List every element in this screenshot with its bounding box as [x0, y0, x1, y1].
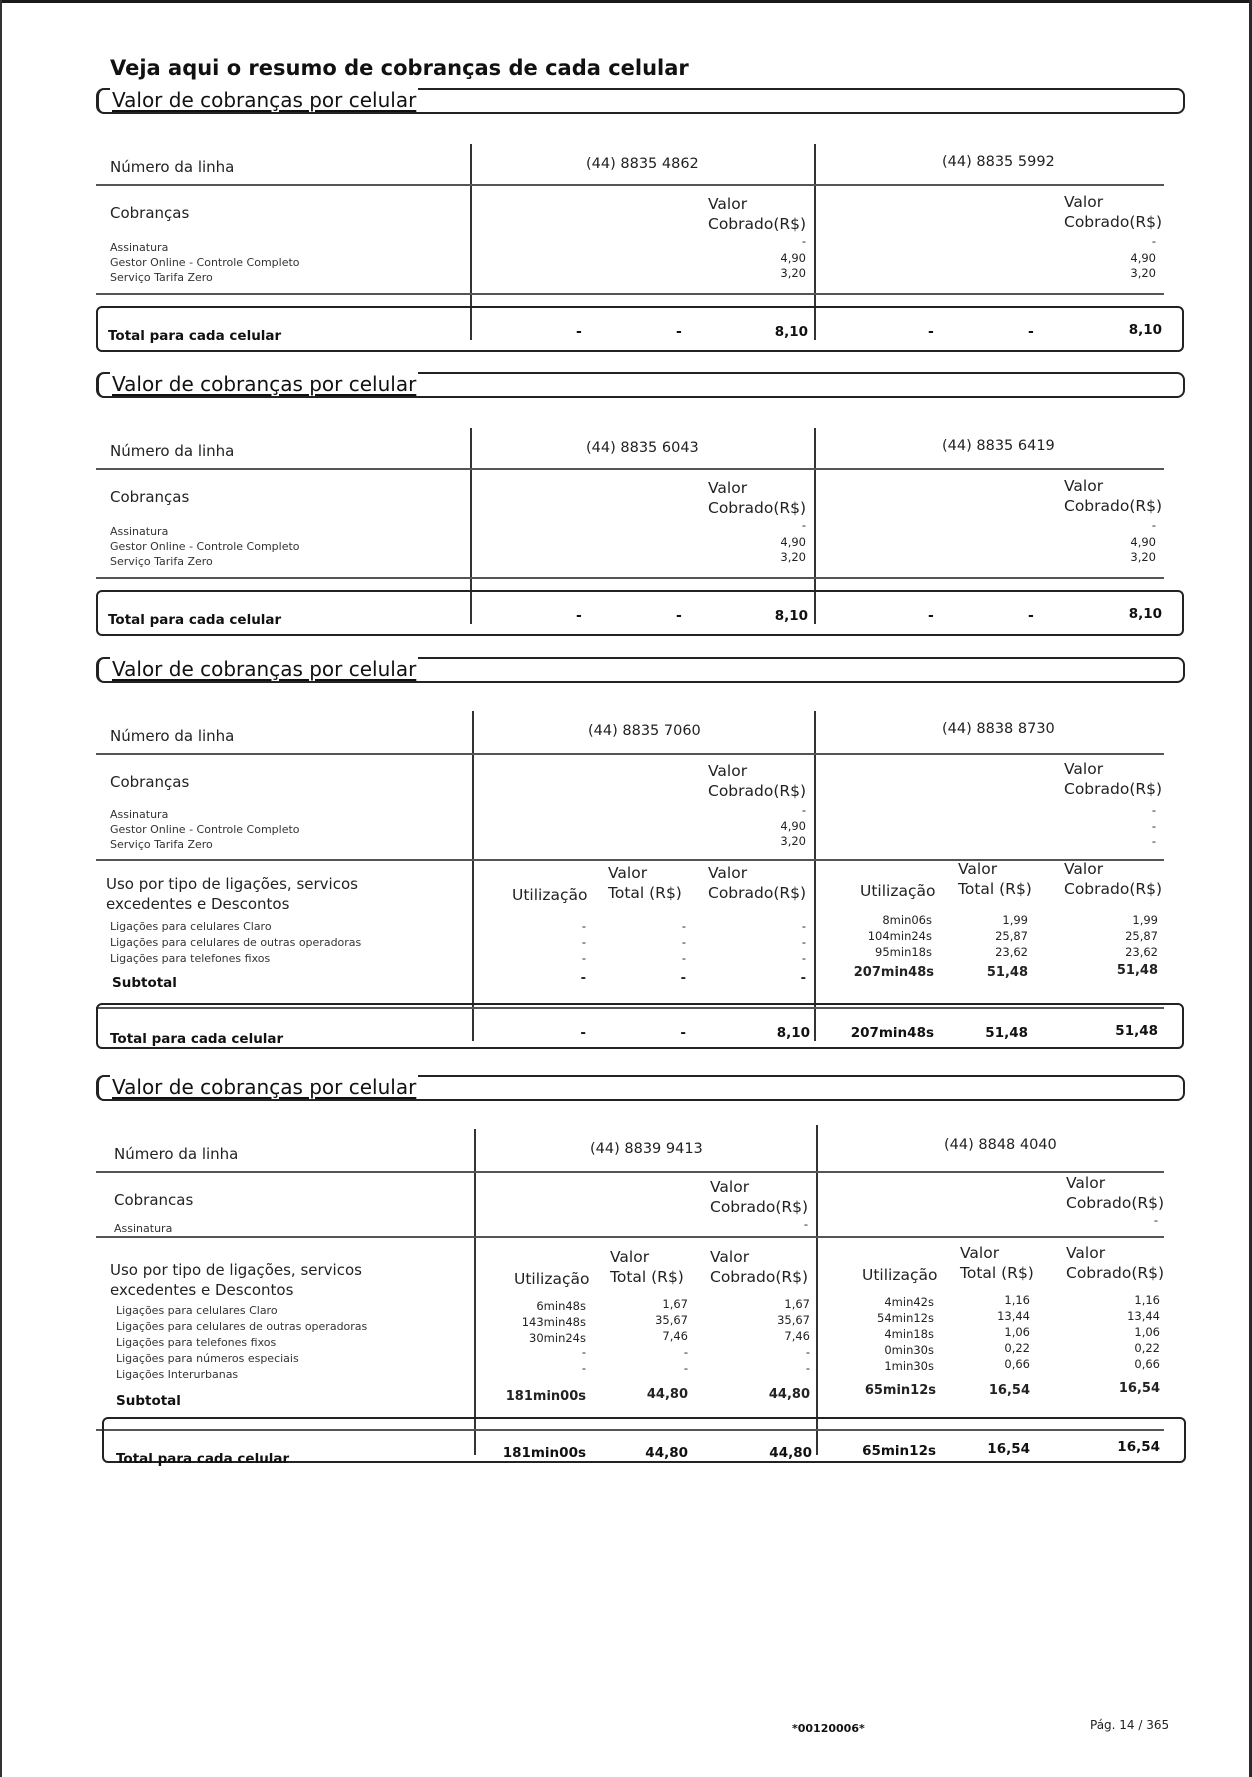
uso-label-line1: Uso por tipo de ligações, servicos	[106, 875, 358, 893]
usage-value: 0,22	[1004, 1341, 1030, 1355]
charge-value: 4,90	[1130, 251, 1156, 265]
dash: -	[676, 324, 682, 340]
usage-value: 0,66	[1134, 1357, 1160, 1371]
charge-assinatura: Assinatura	[110, 241, 169, 254]
usage-value: 143min48s	[521, 1315, 586, 1329]
phone-number-left: (44) 8835 4862	[586, 156, 699, 172]
charge-value: -	[1151, 819, 1156, 833]
usage-value: 25,87	[1125, 929, 1158, 943]
cobrado-word: Cobrado(R$)	[1064, 497, 1163, 515]
row-divider	[96, 468, 1164, 470]
charge-value: -	[1153, 1213, 1158, 1227]
valor-cobrado-header	[708, 863, 806, 903]
subtotal-value: 16,54	[988, 1383, 1030, 1398]
usage-value: 13,44	[997, 1309, 1030, 1323]
scan-edge-top	[0, 0, 1252, 3]
usage-value: 4min18s	[884, 1327, 934, 1341]
subtotal-value: -	[580, 971, 586, 986]
row-divider	[96, 577, 1164, 579]
charge-value: 3,20	[780, 834, 806, 848]
charge-value: -	[1151, 803, 1156, 817]
valor-cobrado-header-left	[708, 194, 806, 234]
dash: -	[576, 608, 582, 624]
cobrado-word: Cobrado(R$)	[1064, 780, 1163, 798]
usage-outras: Ligações para celulares de outras operadoras	[116, 1320, 368, 1333]
cobrancas-label: Cobranças	[110, 488, 190, 506]
utilizacao-header: Utilização	[862, 1266, 938, 1284]
row-divider	[96, 1236, 1164, 1238]
cobrado-word: Cobrado(R$)	[708, 782, 807, 800]
usage-value: 0,22	[1134, 1341, 1160, 1355]
usage-value: 1,67	[662, 1297, 688, 1311]
section-title: Valor de cobranças por celular	[112, 372, 417, 396]
usage-value: -	[681, 935, 686, 949]
charge-value: 3,20	[780, 266, 806, 280]
usage-value: -	[681, 919, 686, 933]
phone-number-left: (44) 8839 9413	[590, 1141, 703, 1157]
scan-edge-left	[0, 0, 2, 1777]
total-value: 44,80	[769, 1445, 812, 1461]
usage-value: -	[581, 1345, 586, 1359]
row-divider	[96, 753, 1164, 755]
usage-value: 1,16	[1004, 1293, 1030, 1307]
usage-fixos: Ligações para telefones fixos	[116, 1336, 277, 1349]
usage-value: 23,62	[995, 945, 1028, 959]
uso-label-line2: excedentes e Descontos	[110, 1281, 294, 1299]
usage-especiais: Ligações para números especiais	[116, 1352, 299, 1365]
usage-value: 35,67	[655, 1313, 688, 1327]
valor-cobrado-header	[1066, 1243, 1164, 1283]
subtotal-value: 181min00s	[505, 1389, 586, 1404]
total-value: 181min00s	[502, 1445, 586, 1461]
charge-assinatura: Assinatura	[114, 1222, 173, 1235]
usage-value: -	[681, 951, 686, 965]
valor-cobrado-header-left	[708, 761, 806, 801]
usage-value: 1,99	[1132, 913, 1158, 927]
valor-word: Valor	[1064, 860, 1104, 878]
charge-value: 4,90	[780, 251, 806, 265]
valor-cobrado-header-left	[708, 478, 806, 518]
usage-outras: Ligações para celulares de outras operadoras	[110, 936, 362, 949]
charge-value: -	[803, 1217, 808, 1231]
usage-value: 54min12s	[877, 1311, 934, 1325]
valor-word: Valor	[608, 864, 648, 882]
usage-value: 95min18s	[875, 945, 932, 959]
usage-value: -	[805, 1361, 810, 1375]
phone-number-right: (44) 8848 4040	[944, 1137, 1057, 1153]
footer-document-code: *00120006*	[792, 1722, 865, 1735]
column-divider	[814, 711, 816, 1041]
row-divider	[96, 184, 1164, 186]
dash: -	[1028, 324, 1034, 340]
utilizacao-header: Utilização	[512, 886, 588, 904]
valor-word: Valor	[1066, 1174, 1106, 1192]
total-value: 16,54	[1117, 1439, 1160, 1455]
cobrado-word: Cobrado(R$)	[708, 884, 807, 902]
valor-word: Valor	[1066, 1244, 1106, 1262]
charge-value: -	[1151, 834, 1156, 848]
total-value-left: 8,10	[774, 608, 808, 624]
total-label: Total para cada celular	[110, 1031, 284, 1047]
cobrado-word: Cobrado(R$)	[710, 1198, 809, 1216]
subtotal-value: 44,80	[768, 1387, 810, 1402]
usage-claro: Ligações para celulares Claro	[110, 920, 272, 933]
usage-value: 23,62	[1125, 945, 1158, 959]
row-divider	[96, 293, 1164, 295]
charge-value: -	[1151, 234, 1156, 248]
subtotal-label: Subtotal	[116, 1393, 181, 1409]
valor-cobrado-header-right	[1064, 192, 1162, 232]
valor-total-header	[958, 859, 1032, 899]
utilizacao-header: Utilização	[514, 1270, 590, 1288]
cobrado-word: Cobrado(R$)	[1064, 213, 1163, 231]
cobrado-word: Cobrado(R$)	[708, 215, 807, 233]
cobrado-word: Cobrado(R$)	[710, 1268, 809, 1286]
valor-total-header	[608, 863, 682, 903]
dash: -	[676, 608, 682, 624]
cobrancas-label: Cobranças	[110, 204, 190, 222]
subtotal-value: 51,48	[1116, 963, 1158, 978]
usage-value: 1,99	[1002, 913, 1028, 927]
usage-value: 1,67	[784, 1297, 810, 1311]
total-value: 16,54	[987, 1441, 1030, 1457]
usage-value: -	[801, 935, 806, 949]
total-word: Total (R$)	[960, 1264, 1034, 1282]
uso-label-line1: Uso por tipo de ligações, servicos	[110, 1261, 362, 1279]
phone-number-right: (44) 8835 6419	[942, 438, 1055, 454]
footer-page-number: Pág. 14 / 365	[1090, 1718, 1170, 1732]
usage-value: 0,66	[1004, 1357, 1030, 1371]
usage-claro: Ligações para celulares Claro	[116, 1304, 278, 1317]
cobrancas-label: Cobrancas	[114, 1191, 194, 1209]
row-divider	[96, 1171, 1164, 1173]
charge-tarifa: Serviço Tarifa Zero	[110, 838, 213, 851]
total-word: Total (R$)	[610, 1268, 684, 1286]
usage-value: 13,44	[1127, 1309, 1160, 1323]
valor-word: Valor	[958, 860, 998, 878]
valor-word: Valor	[1064, 760, 1104, 778]
valor-total-header	[610, 1247, 684, 1287]
utilizacao-header: Utilização	[860, 882, 936, 900]
valor-cobrado-header-right	[1064, 476, 1162, 516]
valor-cobrado-header	[1064, 859, 1162, 899]
subtotal-value: 16,54	[1118, 1381, 1160, 1396]
total-label: Total para cada celular	[116, 1451, 290, 1467]
section-3	[96, 657, 1184, 1057]
valor-word: Valor	[710, 1248, 750, 1266]
usage-value: -	[581, 1361, 586, 1375]
numero-linha-label: Número da linha	[110, 442, 235, 460]
cobrado-word: Cobrado(R$)	[1066, 1194, 1165, 1212]
usage-value: 25,87	[995, 929, 1028, 943]
usage-interurbanas: Ligações Interurbanas	[116, 1368, 239, 1381]
page-heading: Veja aqui o resumo de cobranças de cada celular	[110, 56, 689, 80]
section-title: Valor de cobranças por celular	[112, 88, 417, 112]
total-value: 207min48s	[850, 1025, 934, 1041]
usage-value: -	[581, 951, 586, 965]
total-value: -	[580, 1025, 586, 1041]
total-value-right: 8,10	[1128, 322, 1162, 338]
usage-value: 7,46	[662, 1329, 688, 1343]
numero-linha-label: Número da linha	[110, 727, 235, 745]
charge-assinatura: Assinatura	[110, 525, 169, 538]
valor-word: Valor	[960, 1244, 1000, 1262]
numero-linha-label: Número da linha	[110, 158, 235, 176]
charge-gestor: Gestor Online - Controle Completo	[110, 823, 300, 836]
valor-word: Valor	[710, 1178, 750, 1196]
valor-word: Valor	[708, 195, 748, 213]
usage-value: -	[581, 935, 586, 949]
valor-word: Valor	[708, 762, 748, 780]
charge-tarifa: Serviço Tarifa Zero	[110, 271, 213, 284]
charge-assinatura: Assinatura	[110, 808, 169, 821]
dash: -	[1028, 608, 1034, 624]
section-title: Valor de cobranças por celular	[112, 657, 417, 681]
subtotal-value: 44,80	[646, 1387, 688, 1402]
column-divider	[472, 711, 474, 1041]
total-label: Total para cada celular	[108, 328, 282, 344]
charge-value: -	[801, 518, 806, 532]
total-value: -	[680, 1025, 686, 1041]
phone-number-left: (44) 8835 7060	[588, 723, 701, 739]
usage-value: 30min24s	[529, 1331, 586, 1345]
cobrancas-label: Cobranças	[110, 773, 190, 791]
charge-value: 4,90	[780, 819, 806, 833]
valor-word: Valor	[708, 864, 748, 882]
usage-value: 1,06	[1004, 1325, 1030, 1339]
charge-value: -	[801, 234, 806, 248]
charge-value: 3,20	[1130, 266, 1156, 280]
charge-tarifa: Serviço Tarifa Zero	[110, 555, 213, 568]
usage-value: 1min30s	[884, 1359, 934, 1373]
phone-number-left: (44) 8835 6043	[586, 440, 699, 456]
total-value-left: 8,10	[774, 324, 808, 340]
valor-cobrado-header-left	[710, 1177, 808, 1217]
charge-value: -	[801, 803, 806, 817]
charge-value: 3,20	[1130, 550, 1156, 564]
usage-value: 8min06s	[882, 913, 932, 927]
section-4	[96, 1075, 1184, 1475]
usage-value: -	[581, 919, 586, 933]
usage-value: 0min30s	[884, 1343, 934, 1357]
total-value: 51,48	[985, 1025, 1028, 1041]
valor-word: Valor	[1064, 193, 1104, 211]
total-value-right: 8,10	[1128, 606, 1162, 622]
usage-value: 6min48s	[536, 1299, 586, 1313]
total-word: Total (R$)	[958, 880, 1032, 898]
cobrado-word: Cobrado(R$)	[708, 499, 807, 517]
charge-value: 3,20	[780, 550, 806, 564]
phone-number-right: (44) 8838 8730	[942, 721, 1055, 737]
column-divider	[474, 1129, 476, 1455]
usage-value: 1,16	[1134, 1293, 1160, 1307]
valor-cobrado-header	[710, 1247, 808, 1287]
valor-word: Valor	[610, 1248, 650, 1266]
charge-value: 4,90	[1130, 535, 1156, 549]
phone-number-right: (44) 8835 5992	[942, 154, 1055, 170]
total-value: 44,80	[645, 1445, 688, 1461]
usage-value: 4min42s	[884, 1295, 934, 1309]
subtotal-value: 65min12s	[864, 1383, 936, 1398]
charge-value: 4,90	[780, 535, 806, 549]
subtotal-value: -	[680, 971, 686, 986]
dash: -	[928, 608, 934, 624]
uso-label-line2: excedentes e Descontos	[106, 895, 290, 913]
valor-word: Valor	[1064, 477, 1104, 495]
usage-value: -	[805, 1345, 810, 1359]
charge-value: -	[1151, 518, 1156, 532]
usage-fixos: Ligações para telefones fixos	[110, 952, 271, 965]
column-divider	[816, 1125, 818, 1455]
valor-cobrado-header-right	[1064, 759, 1162, 799]
section-1	[96, 88, 1184, 358]
cobrado-word: Cobrado(R$)	[1064, 880, 1163, 898]
usage-value: 35,67	[777, 1313, 810, 1327]
dash: -	[576, 324, 582, 340]
valor-cobrado-header-right	[1066, 1173, 1164, 1213]
subtotal-value: 207min48s	[853, 965, 934, 980]
valor-total-header	[960, 1243, 1034, 1283]
total-label: Total para cada celular	[108, 612, 282, 628]
usage-value: 1,06	[1134, 1325, 1160, 1339]
numero-linha-label: Número da linha	[114, 1145, 239, 1163]
section-title: Valor de cobranças por celular	[112, 1075, 417, 1099]
charge-gestor: Gestor Online - Controle Completo	[110, 256, 300, 269]
usage-value: -	[683, 1361, 688, 1375]
total-value: 8,10	[776, 1025, 810, 1041]
total-word: Total (R$)	[608, 884, 682, 902]
usage-value: -	[683, 1345, 688, 1359]
usage-value: 104min24s	[867, 929, 932, 943]
cobrado-word: Cobrado(R$)	[1066, 1264, 1165, 1282]
subtotal-label: Subtotal	[112, 975, 177, 991]
section-2	[96, 372, 1184, 642]
subtotal-value: -	[800, 971, 806, 986]
usage-value: -	[801, 951, 806, 965]
dash: -	[928, 324, 934, 340]
valor-word: Valor	[708, 479, 748, 497]
usage-value: -	[801, 919, 806, 933]
total-value: 51,48	[1115, 1023, 1158, 1039]
charge-gestor: Gestor Online - Controle Completo	[110, 540, 300, 553]
usage-value: 7,46	[784, 1329, 810, 1343]
subtotal-value: 51,48	[986, 965, 1028, 980]
total-value: 65min12s	[862, 1443, 936, 1459]
